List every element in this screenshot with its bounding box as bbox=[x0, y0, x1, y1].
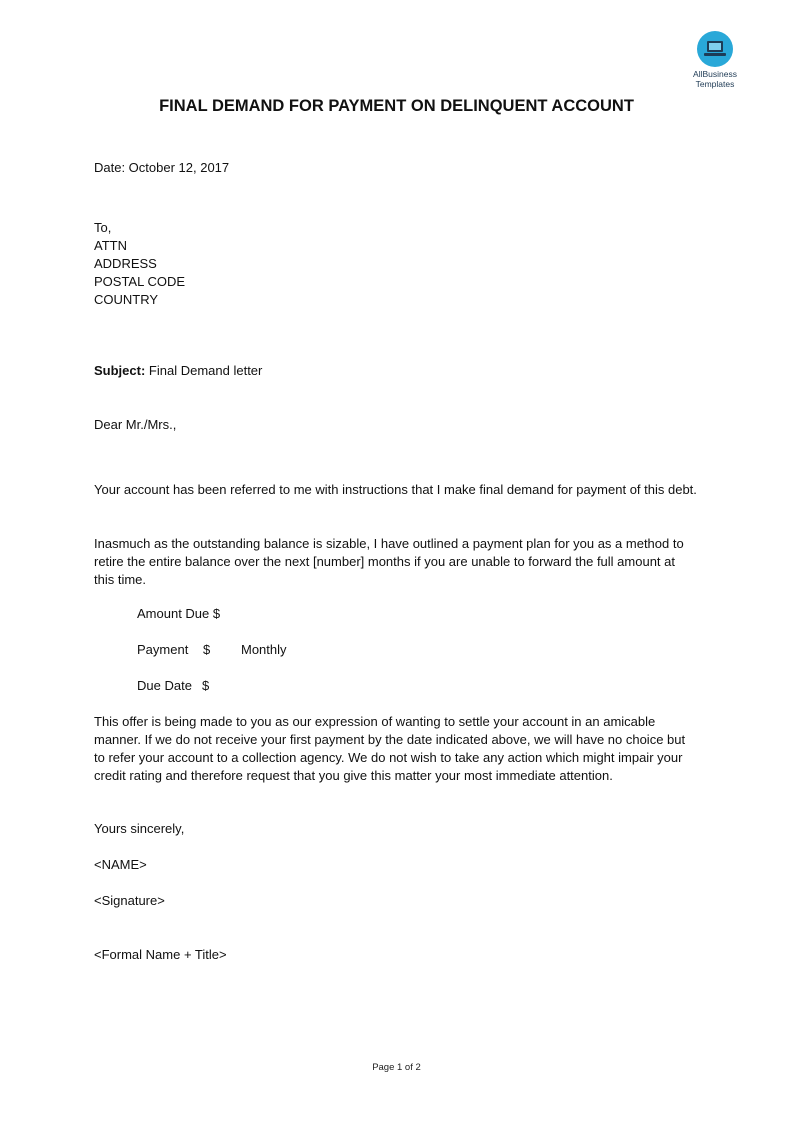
recipient-to: To, bbox=[94, 220, 112, 235]
recipient-attn: ATTN bbox=[94, 238, 127, 253]
recipient-country: COUNTRY bbox=[94, 292, 159, 307]
sender-name: <NAME> bbox=[94, 857, 147, 872]
amount-due-line: Amount Due $ bbox=[137, 606, 221, 621]
company-logo bbox=[684, 31, 746, 89]
salutation: Dear Mr./Mrs., bbox=[94, 417, 177, 432]
paragraph-payment-plan: Inasmuch as the outstanding balance is sizable, I have outlined a payment plan for you as a method to retire the entire balance over the next [number] months if you are unable to forward the full amount at this time. bbox=[94, 536, 684, 587]
subject-text: Final Demand letter bbox=[148, 363, 263, 378]
payment-frequency: Monthly bbox=[241, 642, 287, 657]
subject-label: Subject: bbox=[94, 363, 146, 378]
due-date-currency: $ bbox=[202, 678, 210, 693]
recipient-postal-code: POSTAL CODE bbox=[94, 274, 186, 289]
logo-line-2: Templates bbox=[695, 79, 735, 89]
recipient-address: ADDRESS bbox=[94, 256, 157, 271]
page-footer: Page 1 of 2 bbox=[372, 1062, 421, 1073]
logo-line-1: AllBusiness bbox=[693, 69, 737, 79]
document-title: FINAL DEMAND FOR PAYMENT ON DELINQUENT ACCOUNT bbox=[159, 97, 634, 115]
sender-formal-name: <Formal Name + Title> bbox=[94, 947, 227, 962]
due-date-label: Due Date bbox=[137, 678, 192, 693]
paragraph-referral: Your account has been referred to me with instructions that I make final demand for payment of this debt. bbox=[94, 482, 697, 497]
payment-label: Payment bbox=[137, 642, 189, 657]
paragraph-offer: This offer is being made to you as our expression of wanting to settle your account in an amicable manner. If we do not receive your first payment by the date indicated above, we will have no choice but to refer your account to a collection agency. We do not wish to take any action which might impair your credit rating and therefore request that you give this matter your most immediate attention. bbox=[94, 714, 686, 783]
sender-signature: <Signature> bbox=[94, 893, 165, 908]
letter-date: Date: October 12, 2017 bbox=[94, 160, 230, 175]
closing: Yours sincerely, bbox=[94, 821, 185, 836]
logo-badge bbox=[697, 31, 733, 67]
subject-line bbox=[94, 362, 262, 380]
laptop-icon bbox=[704, 40, 726, 58]
payment-currency: $ bbox=[203, 642, 211, 657]
logo-text bbox=[684, 69, 746, 89]
